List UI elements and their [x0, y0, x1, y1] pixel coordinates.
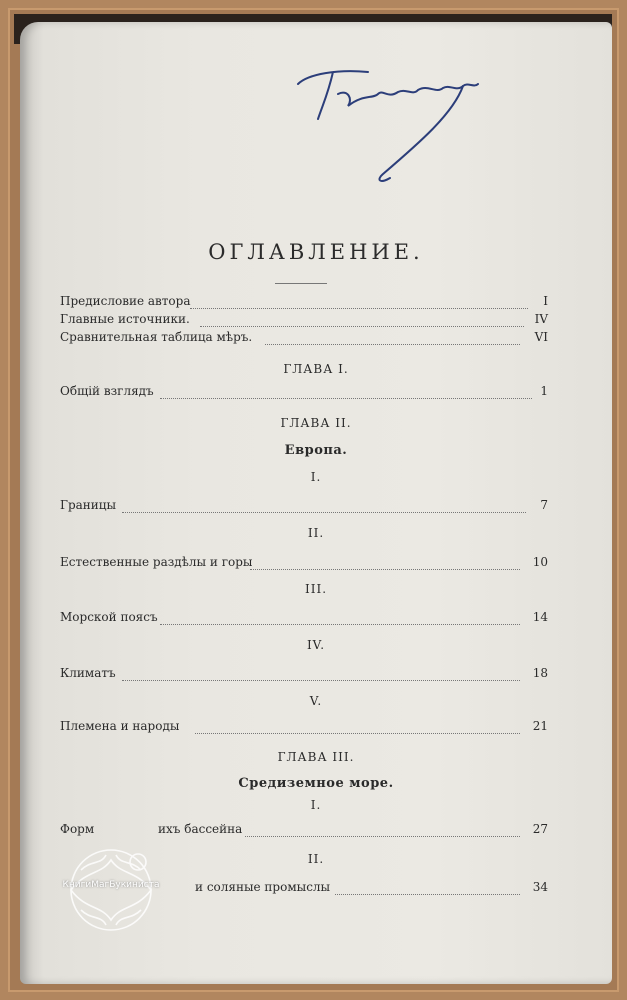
- chapter-heading: ГЛАВА I.: [283, 362, 349, 376]
- chapter-subtitle: Европа.: [284, 443, 348, 458]
- leader-dots: [245, 822, 520, 837]
- watermark-text: КнигиМагБукинистa: [62, 880, 160, 890]
- entry-label: Естественные раздѣлы и горы: [60, 555, 253, 569]
- entry-label: Главные источники.: [60, 312, 190, 326]
- entry-label: Сравнительная таблица мѣръ.: [60, 330, 253, 344]
- leader-dots: [335, 880, 520, 895]
- entry-page: 27: [532, 822, 548, 836]
- leader-dots: [195, 719, 520, 734]
- section-numeral: IV.: [306, 638, 326, 652]
- leader-dots: [160, 610, 520, 625]
- entry-label: Границы: [60, 498, 117, 512]
- entry-label: ихъ бассейна: [158, 822, 243, 836]
- leader-dots: [265, 330, 520, 345]
- toc-title: ОГЛАВЛЕНИЕ.: [208, 240, 424, 264]
- entry-label: и соляные промыслы: [195, 880, 331, 894]
- entry-page: 14: [532, 610, 548, 624]
- entry-page: VI: [534, 330, 548, 344]
- leader-dots: [250, 555, 520, 570]
- entry-label: Предисловие автора: [60, 294, 191, 308]
- leader-dots: [160, 384, 532, 399]
- entry-label: Племена и народы: [60, 719, 180, 733]
- entry-page: 18: [532, 666, 548, 680]
- entry-label: Общій взглядъ: [60, 384, 154, 398]
- leader-dots: [200, 312, 524, 327]
- section-numeral: II.: [307, 852, 325, 866]
- title-rule: [275, 283, 327, 284]
- leader-dots: [190, 294, 528, 309]
- entry-page: 34: [532, 880, 548, 894]
- section-numeral: III.: [304, 582, 328, 596]
- entry-page: 21: [532, 719, 548, 733]
- entry-label: Форм: [60, 822, 95, 836]
- handwritten-signature: [278, 44, 498, 194]
- section-numeral: I.: [310, 470, 322, 484]
- chapter-heading: ГЛАВА III.: [277, 750, 355, 764]
- section-numeral: V.: [309, 694, 323, 708]
- chapter-heading: ГЛАВА II.: [280, 416, 352, 430]
- leader-dots: [122, 498, 526, 513]
- entry-page: 10: [532, 555, 548, 569]
- entry-label: Морской поясъ: [60, 610, 158, 624]
- watermark-stamp-icon: [46, 830, 176, 950]
- chapter-subtitle: Средиземное море.: [238, 776, 394, 791]
- section-numeral: I.: [310, 798, 322, 812]
- entry-page: IV: [534, 312, 548, 326]
- entry-page: 7: [540, 498, 548, 512]
- section-numeral: II.: [307, 526, 325, 540]
- entry-label: Климатъ: [60, 666, 116, 680]
- leader-dots: [122, 666, 520, 681]
- entry-page: 1: [540, 384, 548, 398]
- entry-page: I: [543, 294, 548, 308]
